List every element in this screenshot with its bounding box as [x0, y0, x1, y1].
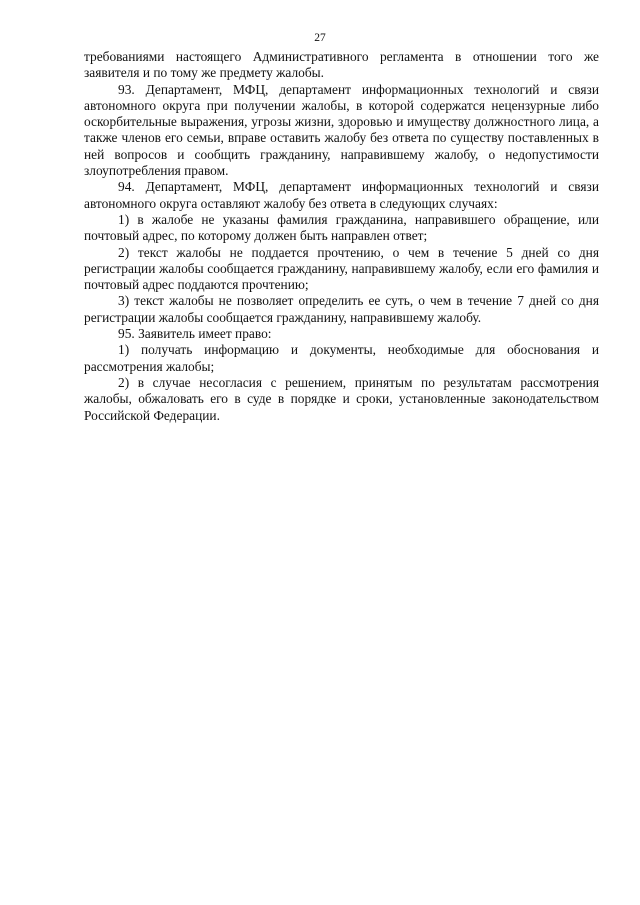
paragraph-95: 95. Заявитель имеет право: — [118, 326, 272, 342]
paragraph-95-item-2: 2) в случае несогласия с решением, принятым по результатам рассмотрения жалобы, обжаловать его в суде в порядке и сроки, установленные законодательством Российской Федерации. — [84, 374, 599, 423]
document-body — [84, 49, 599, 424]
paragraph-95-item-1: 1) получать информацию и документы, необходимые для обоснования и рассмотрения жалобы; — [84, 342, 599, 374]
paragraph-94-item-2: 2) текст жалобы не поддается прочтению, о чем в течение 5 дней со дня регистрации жалобы сообщается гражданину, направившему жалобу, если его фамилия и почтовый адрес поддаются прочтению; — [84, 244, 599, 293]
paragraph-continuation: требованиями настоящего Административного регламента в отношении того же заявителя и по тому же предмету жалобы. — [84, 49, 599, 81]
paragraph-93: 93. Департамент, МФЦ, департамент информационных технологий и связи автономного округа при получении жалобы, в которой содержатся нецензурные либо оскорбительные выражения, угрозы жизни, здоровью и имуществу должностного лица, а также членов его семьи, вправе оставить жалобу без ответа по существу поставленных в ней вопросов и сообщить гражданину, направившему жалобу, о недопустимости злоупотребления правом. — [84, 81, 599, 179]
paragraph-94-item-1: 1) в жалобе не указаны фамилия гражданина, направившего обращение, или почтовый адрес, по которому должен быть направлен ответ; — [84, 211, 599, 244]
page-number: 27 — [314, 32, 326, 44]
paragraph-94-item-3: 3) текст жалобы не позволяет определить ее суть, о чем в течение 7 дней со дня регистрации жалобы сообщается гражданину, направившему жалобу. — [84, 293, 599, 325]
paragraph-94: 94. Департамент, МФЦ, департамент информационных технологий и связи автономного округа оставляют жалобу без ответа в следующих случаях: — [84, 179, 599, 211]
